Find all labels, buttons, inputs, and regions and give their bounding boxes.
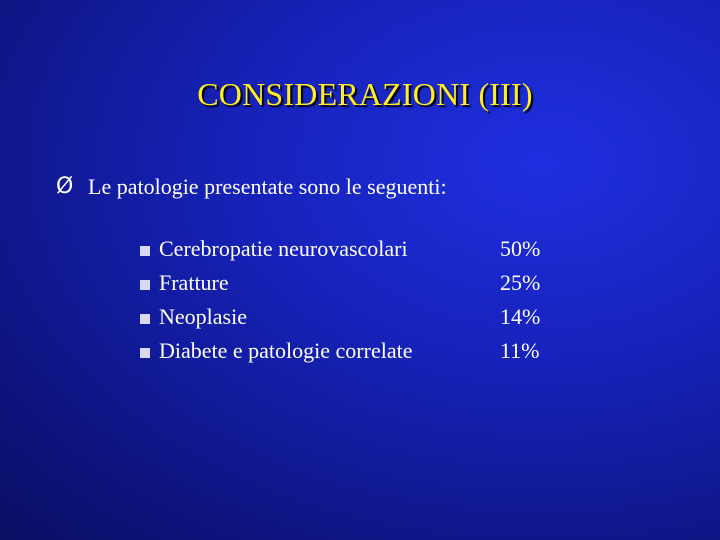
list-item	[140, 266, 560, 300]
intro-text: Le patologie presentate sono le seguenti:	[88, 174, 447, 199]
slide-title: CONSIDERAZIONI (III)	[197, 76, 533, 112]
item-label: Cerebropatie neurovascolari	[159, 236, 408, 261]
square-bullet-icon	[140, 314, 150, 324]
item-percent: 25%	[500, 270, 541, 295]
arrow-bullet-icon: Ø	[56, 174, 74, 199]
square-bullet-icon	[140, 246, 150, 256]
pathology-list	[140, 232, 560, 368]
list-item	[140, 300, 560, 334]
item-percent: 50%	[500, 236, 541, 261]
item-label: Diabete e patologie correlate	[159, 338, 413, 363]
list-item	[140, 334, 560, 368]
square-bullet-icon	[140, 280, 150, 290]
item-label: Fratture	[159, 270, 229, 295]
item-percent: 11%	[500, 338, 540, 363]
item-label: Neoplasie	[159, 304, 247, 329]
item-percent: 14%	[500, 304, 541, 329]
list-item	[140, 232, 560, 266]
square-bullet-icon	[140, 348, 150, 358]
